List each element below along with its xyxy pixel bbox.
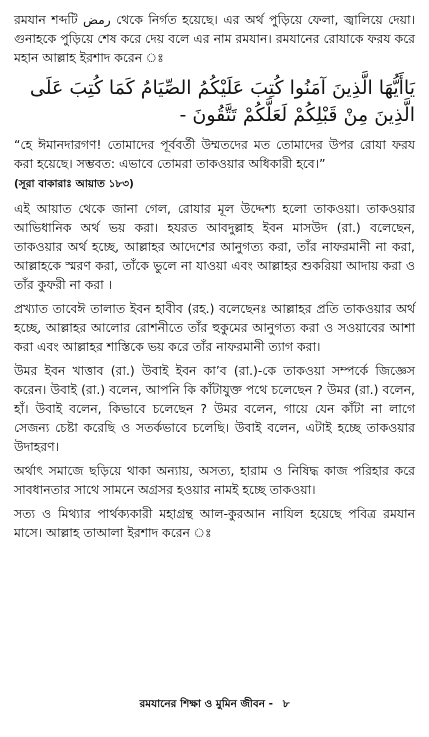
verse-reference: (সূরা বাকারাঃ আয়াত ১৮৩) <box>14 178 134 190</box>
page-footer <box>0 697 429 714</box>
footer-book-title: রমযানের শিক্ষা ও মুমিন জীবন - <box>139 698 274 710</box>
paragraph-quran-revelation: সত্য ও মিথ্যার পার্থক্যকারী মহাগ্রন্থ আল-কুরআন নাযিল হয়েছে পবিত্র রমযান মাসে। আল্লাহ তাআলা ইরশাদ করেন ঃ <box>14 506 415 540</box>
paragraph-taqwa-meaning: এই আয়াত থেকে জানা গেল, রোযার মূল উদ্দেশ্য হলো তাকওয়া। তাকওয়ার আভিধানিক অর্থ ভয় করা। হযরত আবদুল্লাহ ইবন মাসউদ (রা.) বলেছেন, তাকওয়ার অর্থ হচ্ছে, আল্লাহর আদেশের আনুগত্য করা, তাঁর নাফরমানী না করা, আল্লাহকে স্মরণ করা, তাঁকে ভুলে না যাওয়া এবং আল্লাহর শুকরিয়া আদায় করা ও তাঁর কুফরী না করা । <box>14 201 415 292</box>
arabic-verse-line-1: يَاأَيُّهَا الَّذِينَ آمَنُوا كُتِبَ عَلَيْكُمُ الصِّيَامُ كَمَا كُتِبَ عَلَى <box>29 77 415 99</box>
paragraph-taqwa-summary: অর্থাৎ সমাজে ছড়িয়ে থাকা অন্যায়, অসত্য, হারাম ও নিষিদ্ধ কাজ পরিহার করে সাবধানতার সাথে সামনে অগ্রসর হওয়ার নামই হচ্ছে তাকওয়া। <box>14 463 415 497</box>
arabic-verse <box>14 75 415 129</box>
verse-translation: “হে ঈমানদারগণ! তোমাদের পূর্ববর্তী উম্মতদের মত তোমাদের উপর রোযা ফরয করা হয়েছে। সম্ভবত: এভাবে তোমরা তাকওয়ার অধিকারী হবে।” <box>14 137 415 171</box>
paragraph-ramadan-meaning: রমযান শব্দটি رمض থেকে নির্গত হয়েছে। এর অর্থ পুড়িয়ে ফেলা, জ্বালিয়ে দেয়া। গুনাহকে পুড়িয়ে শেষ করে দেয় বলে এর নাম রমযান। রমযানের রোযাকে ফরয করে মহান আল্লাহ ইরশাদ করেন ঃ <box>14 12 415 65</box>
paragraph-talq-ibn-habib: প্রখ্যাত তাবেঈ তালাত ইবন হাবীব (রহ.) বলেছেনঃ আল্লাহর প্রতি তাকওয়ার অর্থ হচ্ছে, আল্লাহর আলোর রোশনীতে তাঁর হুকুমের আনুগত্য করা ও সওয়াবের আশা করা এবং আল্লাহর শাস্তিকে ভয় করে তাঁর নাফরমানী ত্যাগ করা। <box>14 301 415 354</box>
paragraph-umar-ubai-dialogue: উমর ইবন খাত্তাব (রা.) উবাই ইবন কা’ব (রা.)-কে তাকওয়া সম্পর্কে জিজ্ঞেস করেন। উবাই (রা.) বলেন, আপনি কি কাঁটাযুক্ত পথে চলেছেন ? উমর (রা.) বলেন, হাঁ। উবাই বলেন, কিভাবে চলেছেন ? উমর বলেন, গায়ে যেন কাঁটা না লাগে সেজন্য চেষ্টা করেছি ও সতর্কভাবে চলেছি। উবাই বলেন, এটাই হচ্ছে তাকওয়ার উদাহরণ। <box>14 363 415 454</box>
footer-page-number: ৮ <box>282 698 290 710</box>
arabic-verse-line-2: الَّذِينَ مِنْ قَبْلِكُمْ لَعَلَّكُمْ تَتَّقُونَ - <box>179 104 415 126</box>
